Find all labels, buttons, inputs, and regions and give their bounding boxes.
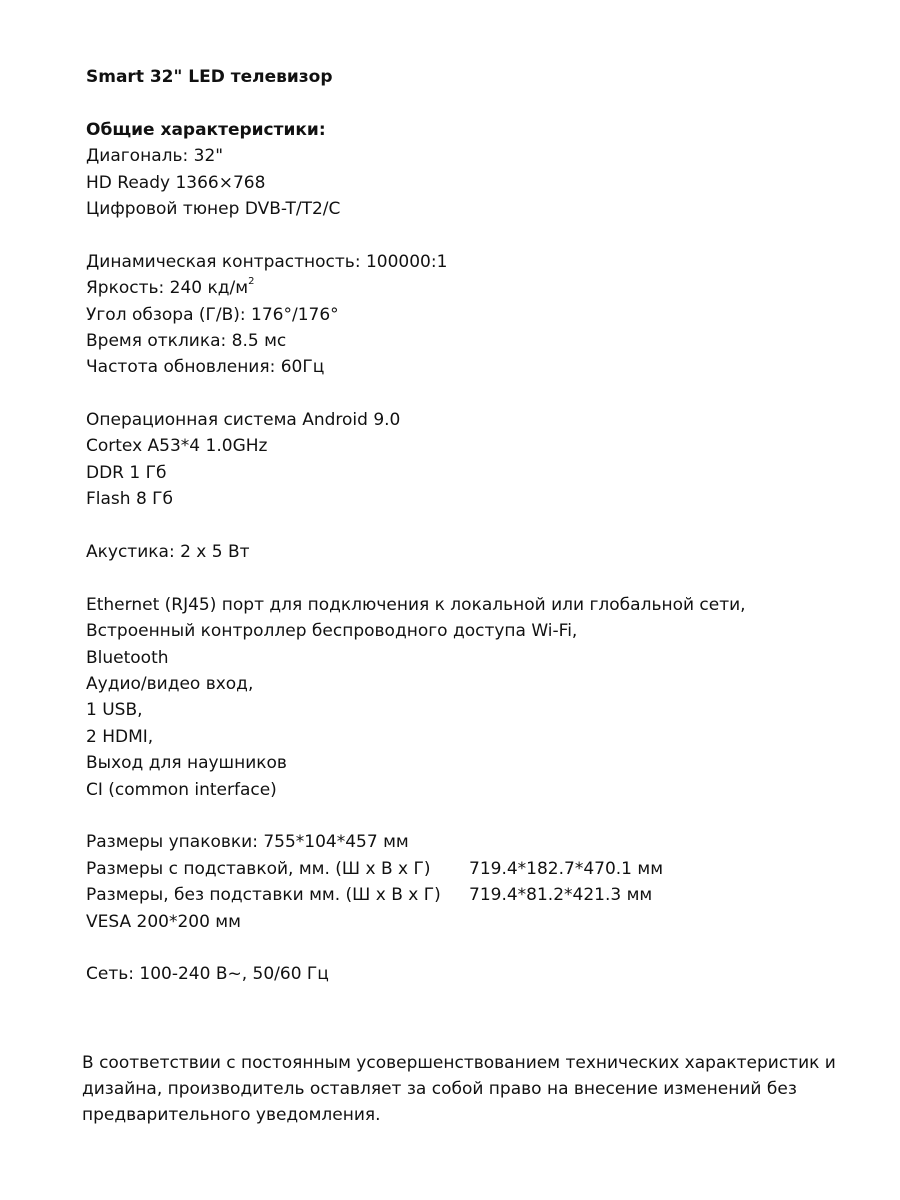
- general-heading: Общие характеристики:: [86, 119, 326, 140]
- spacer: [86, 565, 876, 591]
- spec-interface: 1 USB,: [86, 700, 143, 721]
- spec-interface: CI (common interface): [86, 779, 277, 800]
- spec-audio: Акустика: 2 х 5 Вт: [86, 542, 250, 563]
- spec-tuner: Цифровой тюнер DVB-T/T2/C: [86, 198, 341, 219]
- spec-interface: Ethernet (RJ45) порт для подключения к локальной или глобальной сети,: [86, 594, 746, 615]
- spacer: [86, 513, 876, 539]
- spec-viewing-angle: Угол обзора (Г/В): 176°/176°: [86, 304, 339, 325]
- brightness-text: Яркость: 240 кд/м: [86, 278, 249, 299]
- disclaimer-line: В соответствии с постоянным усовершенствованием технических характеристик и: [82, 1053, 836, 1073]
- size-without-stand-value: 719.4*81.2*421.3 мм: [469, 885, 653, 906]
- spec-refresh-rate: Частота обновления: 60Гц: [86, 357, 325, 378]
- disclaimer-line: дизайна, производитель оставляет за собой право на внесение изменений без: [82, 1079, 797, 1099]
- size-without-stand-label: Размеры, без подставки мм. (Ш х В х Г): [86, 885, 441, 906]
- product-title: Smart 32" LED телевизор: [86, 67, 333, 87]
- spacer: [86, 803, 876, 829]
- spec-os: Операционная система Android 9.0: [86, 410, 401, 431]
- brightness-superscript: 2: [248, 276, 255, 288]
- spec-power: Сеть: 100-240 В~, 50/60 Гц: [86, 964, 329, 985]
- disclaimer: [82, 1050, 872, 1128]
- spec-sheet: [86, 64, 876, 988]
- spacer: [86, 935, 876, 961]
- spec-interface: 2 HDMI,: [86, 726, 154, 747]
- size-with-stand-label: Размеры с подставкой, мм. (Ш х В х Г): [86, 858, 431, 879]
- spec-package-size: Размеры упаковки: 755*104*457 мм: [86, 832, 409, 853]
- spec-interface: Выход для наушников: [86, 753, 287, 774]
- spec-flash: Flash 8 Гб: [86, 489, 174, 510]
- spec-interface: Bluetooth: [86, 647, 169, 668]
- spec-diagonal: Диагональ: 32": [86, 146, 224, 167]
- spec-vesa: VESA 200*200 мм: [86, 911, 241, 932]
- spec-response-time: Время отклика: 8.5 мс: [86, 330, 287, 351]
- size-with-stand-value: 719.4*182.7*470.1 мм: [469, 858, 664, 879]
- spacer: [86, 90, 876, 116]
- spec-size-with-stand: [86, 856, 876, 882]
- spec-ram: DDR 1 Гб: [86, 462, 167, 483]
- spec-size-without-stand: [86, 882, 876, 908]
- spec-interface: Встроенный контроллер беспроводного доступа Wi-Fi,: [86, 621, 578, 642]
- disclaimer-line: предварительного уведомления.: [82, 1105, 381, 1125]
- spec-contrast: Динамическая контрастность: 100000:1: [86, 251, 448, 272]
- spec-interface: Аудио/видео вход,: [86, 673, 254, 694]
- spacer: [86, 222, 876, 248]
- spacer: [86, 381, 876, 407]
- spec-brightness: [86, 275, 876, 301]
- spec-resolution: HD Ready 1366×768: [86, 172, 266, 193]
- spec-cpu: Cortex A53*4 1.0GHz: [86, 436, 268, 457]
